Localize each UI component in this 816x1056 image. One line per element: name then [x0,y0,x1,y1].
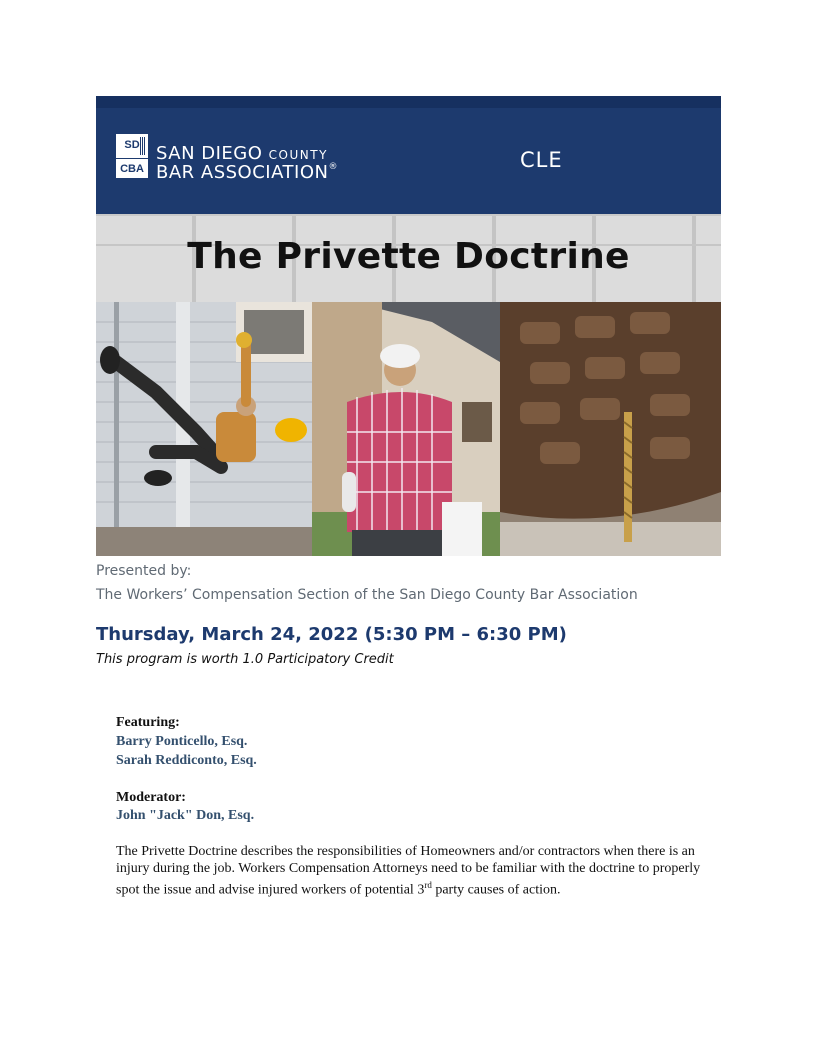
photo-strip [96,302,721,556]
banner-title: The Privette Doctrine [187,236,630,277]
org-name-line2 [156,162,338,183]
title-band [96,214,721,302]
ordinal-suffix: rd [424,880,432,890]
description-paragraph [116,843,706,899]
sdcba-logo [116,134,148,178]
org-name-small: COUNTY [268,148,328,162]
logo-bottom-text: CBA [116,158,148,176]
boot-stepping-on-screw-photo [500,302,721,556]
event-banner [96,96,721,556]
construction-worker-with-blueprints-photo [312,302,500,556]
org-name-line2-text: BAR ASSOCIATION [156,162,329,183]
presenter-name: The Workers’ Compensation Section of the San Diego County Bar Association [96,587,638,603]
speaker-2: Sarah Reddiconto, Esq. [116,753,257,768]
description-text: The Privette Doctrine describes the responsibilities of Homeowners and/or contractors when there is an injury during the job. Workers Compensation Attorneys need to be familiar with the doctrine to properly spot the issue and advise injured workers of potential 3 [116,844,701,898]
cle-label: CLE [520,148,563,172]
worker-falling-from-ladder-photo [96,302,312,556]
org-name-line1 [156,143,328,164]
event-date-time: Thursday, March 24, 2022 (5:30 PM – 6:30 PM) [96,624,567,645]
registered-mark: ® [328,162,338,172]
featuring-label: Featuring: [116,715,180,730]
credit-info: This program is worth 1.0 Participatory Credit [96,652,394,667]
moderator-name: John "Jack" Don, Esq. [116,808,255,823]
org-name-main: SAN DIEGO [156,143,263,164]
banner-header [96,96,721,214]
description-text-end: party causes of action. [431,882,561,898]
moderator-label: Moderator: [116,790,186,805]
presented-by-label: Presented by: [96,563,192,579]
logo-top-text: SD [124,139,140,151]
speaker-1: Barry Ponticello, Esq. [116,734,248,749]
